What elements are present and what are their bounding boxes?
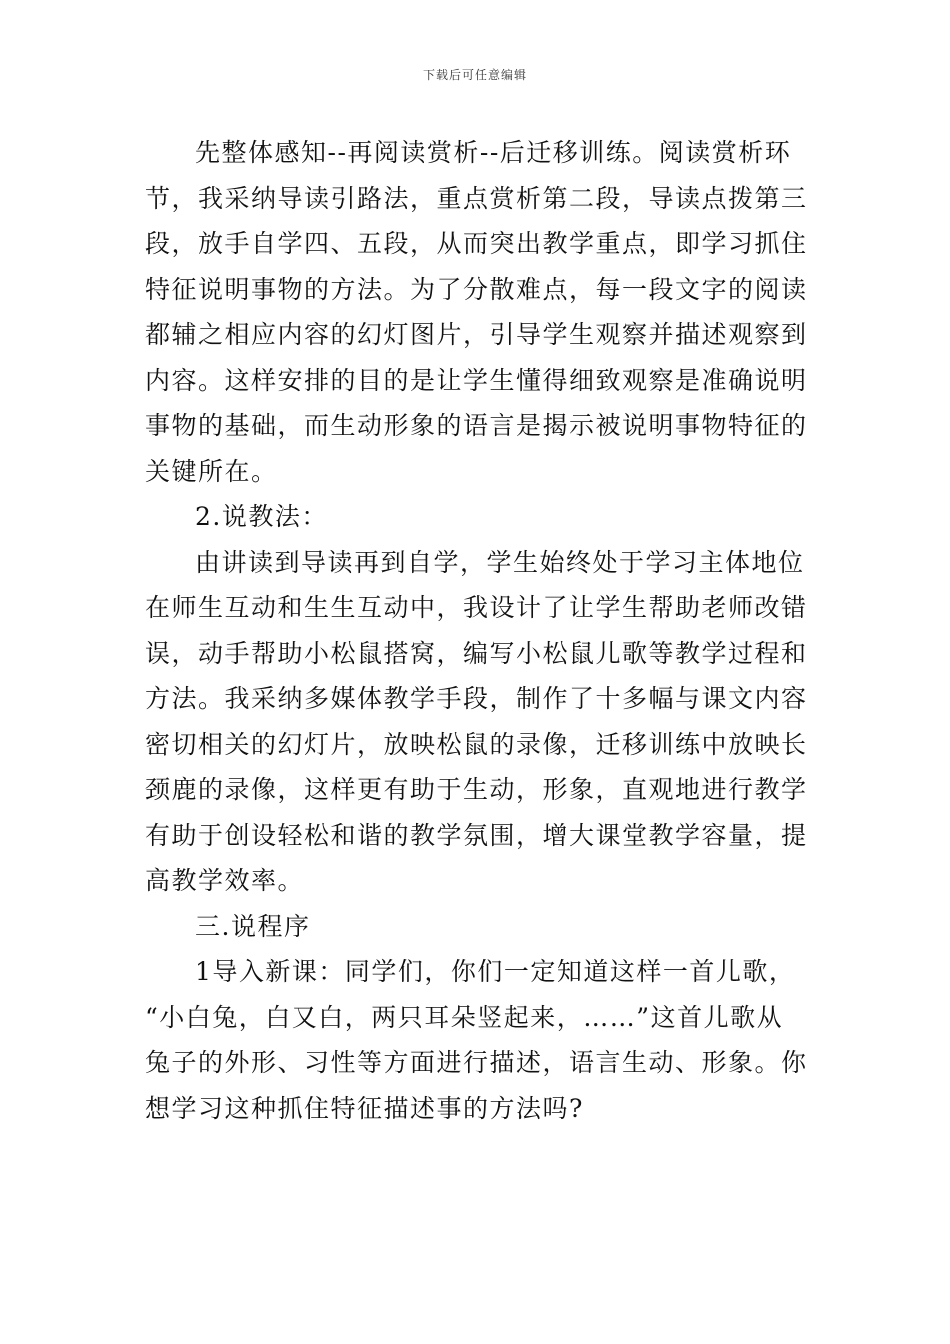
paragraph-line: 都辅之相应内容的幻灯图片，引导学生观察并描述观察到 [145, 320, 808, 349]
paragraph-line: 颈鹿的录像，这样更有助于生动，形象，直观地进行教学 [145, 775, 808, 804]
paragraph-line: “小白兔，白又白，两只耳朵竖起来，……”这首儿歌从 [145, 1002, 784, 1032]
paragraph-line: 误，动手帮助小松鼠搭窝，编写小松鼠儿歌等教学过程和 [145, 638, 808, 668]
paragraph-line: 在师生互动和生生互动中，我设计了让学生帮助老师改错 [145, 593, 808, 622]
document-body [145, 130, 810, 1131]
paragraph-line: 密切相关的幻灯片，放映松鼠的录像，迁移训练中放映长 [145, 729, 808, 759]
paragraph-line: 方法。我采纳多媒体教学手段，制作了十多幅与课文内容 [145, 684, 808, 713]
paragraph-line: 有助于创设轻松和谐的教学氛围，增大课堂教学容量，提 [145, 820, 808, 850]
paragraph-line: 先整体感知--再阅读赏析--后迁移训练。阅读赏析环 [195, 138, 792, 167]
section-heading: 2.说教法： [195, 502, 328, 531]
paragraph-line: 想学习这种抓住特征描述事的方法吗? [145, 1093, 584, 1123]
paragraph-line: 由讲读到导读再到自学，学生始终处于学习主体地位 [195, 547, 805, 577]
paragraph-line: 关键所在。 [145, 456, 278, 486]
section-heading: 三.说程序 [195, 911, 311, 941]
paragraph-line: 特征说明事物的方法。为了分散难点，每一段文字的阅读 [145, 274, 808, 304]
paragraph-line: 事物的基础，而生动形象的语言是揭示被说明事物特征的 [145, 411, 808, 440]
paragraph-line: 高教学效率。 [145, 866, 305, 895]
paragraph-line: 段，放手自学四、五段，从而突出教学重点，即学习抓住 [145, 229, 808, 258]
page-header-note: 下载后可任意编辑 [422, 68, 527, 82]
paragraph-line: 内容。这样安排的目的是让学生懂得细致观察是准确说明 [145, 365, 808, 395]
paragraph-line: 节，我采纳导读引路法，重点赏析第二段，导读点拨第三 [145, 183, 808, 213]
paragraph-line: 兔子的外形、习性等方面进行描述，语言生动、形象。你 [145, 1048, 808, 1077]
paragraph-line: 1导入新课：同学们，你们一定知道这样一首儿歌， [195, 957, 796, 986]
